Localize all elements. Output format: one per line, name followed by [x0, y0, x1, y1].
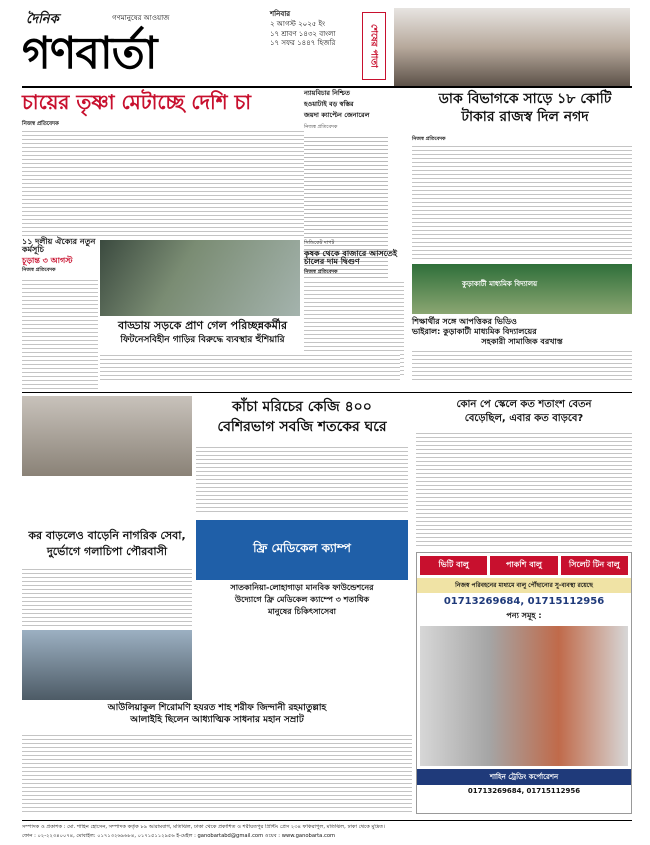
market-headline: কৃষক থেকে বাজারে আসতেই চালের দাম দ্বিগুণ	[304, 249, 398, 267]
ad-product-grid	[420, 626, 628, 766]
school-body	[412, 348, 632, 382]
market-kicker: সিন্ডিকেট দাপট	[304, 240, 335, 246]
medical-headline-1: সাতকানিয়া-লোহাগাড়া মানবিক ফাউন্ডেশনের	[230, 583, 374, 592]
side-top-kicker: ন্যায়বিচার নিশ্চিত	[304, 89, 350, 97]
day-label: শনিবার	[270, 10, 291, 18]
market-byline: নিজস্ব প্রতিবেদক	[304, 268, 338, 275]
side-top-sub: জয়দা ক্যাপ্টেন জেনারেল	[304, 111, 370, 119]
ad-tag-3: সিলেট টিন বালু	[561, 556, 628, 575]
footer-line-2: ফোন : ০২-২২৩৪০০৭৪, মোবাইল: ০১৭১৩২৬৯৬৮৪, ০১৭১৫১১২৯৫৬ ই-মেইল : ganobartabd@gmail.com ওয়েব : www.ganobarta.com	[22, 833, 336, 839]
school-headline-1: শিক্ষার্থীর সঙ্গে আপত্তিকর ভিডিও	[412, 317, 517, 326]
tax-byline: নিজস্ব প্রতিবেদক	[412, 136, 446, 142]
medical-headline-3: মানুষের চিকিৎসাসেবা	[268, 607, 336, 616]
ad-tag-2: পাকশি বালু	[490, 556, 557, 575]
medical-headline-2: উদ্যোগে ফ্রি মেডিকেল ক্যাম্পে ৩ শতাধিক	[234, 595, 370, 604]
date-en: ২ আগস্ট ২০২৫ ইং	[270, 19, 326, 28]
footer-divider	[22, 820, 632, 821]
alliance-byline: নিজস্ব প্রতিবেদক	[22, 267, 56, 274]
tax2-headline-1: কর বাড়লেও বাড়েনি নাগরিক সেবা,	[28, 529, 186, 542]
tax2-body	[22, 566, 192, 626]
ad-tag-1: ভিটি বালু	[420, 556, 487, 575]
religious-headline-2: আলাইহি ছিলেন আধ্যাত্মিক সাধনার মহান সম্রাট	[130, 715, 304, 725]
ad-phone-short: 01713269684, 01715112956	[467, 787, 581, 795]
salary-headline-2: বেড়েছিল, এবার কত বাড়বে?	[464, 413, 584, 424]
lead-byline: নিজস্ব প্রতিবেদক	[22, 121, 59, 127]
chili-photo	[22, 396, 192, 476]
masthead-prefix: দৈনিক	[26, 12, 59, 27]
tax-headline-2: টাকার রাজস্ব দিল নগদ	[461, 109, 589, 125]
side-top-byline: নিজস্ব প্রতিবেদক	[304, 124, 338, 130]
date-hijri: ১৭ সফর ১৪৪৭ হিজরি	[270, 39, 336, 48]
school-photo	[412, 264, 632, 314]
masthead-photo-top-right	[394, 8, 630, 86]
masthead-title: গণবার্তা	[22, 28, 157, 79]
tax-headline-1: ডাক বিভাগকে সাড়ে ১৮ কোটি	[438, 91, 612, 107]
page-label	[362, 12, 386, 80]
school-headline-3: সহকারী সামাজিক বরখাস্ত	[481, 337, 563, 346]
date-bn: ১৭ শ্রাবণ ১৪৩২ বাংলা	[270, 29, 336, 38]
chili-body	[196, 444, 408, 514]
ad-company: শাহিন ট্রেডিং কর্পোরেশন	[417, 769, 631, 785]
tax2-headline-2: দুর্ভোগে গলাচিপা পৌরবাসী	[46, 545, 168, 558]
alliance-headline: ১১ দলীয় ঐক্যের নতুন কর্মসূচি	[22, 237, 96, 255]
religious-photo	[22, 630, 192, 700]
page-label-text: শেষের পাতা	[368, 24, 379, 68]
salary-body	[416, 430, 632, 546]
medical-banner-text: ফ্রি মেডিকেল ক্যাম্প	[253, 541, 351, 555]
alliance-sub: চূড়ান্ত ৩ আগস্ট	[22, 255, 73, 265]
salary-headline-1: কোন পে স্কেলে কত শতাংশ বেতন	[456, 399, 592, 410]
religious-body	[22, 732, 412, 812]
school-headline-2: ভাইরাল: কুড়াকাটী মাধ্যমিক বিদ্যালয়ের	[412, 327, 537, 336]
masthead	[22, 10, 254, 80]
badda-headline-1: বাড্ডায় সড়কে প্রাণ গেল পরিচ্ছন্নকর্মীর	[117, 319, 288, 332]
footer-line-1: সম্পাদক ও প্রকাশক : মো. শাহিন হোসেন, সম্পাদক কর্তৃক ৮৯ আরামবাগ, মতিঝিল, ঢাকা থেকে প্রকাশিত ও শরীয়তপুর প্রিন্টিং প্রেস ২৩৪ ফকিরাপুল, মতিঝিল, ঢাকা থেকে মুদ্রিত।	[22, 824, 386, 830]
medical-banner	[196, 520, 408, 580]
badda-body	[100, 352, 400, 382]
side-top-headline: হওয়াটাই বড় স্বস্তির	[304, 100, 354, 108]
badda-photo	[100, 240, 300, 316]
ad-tags	[417, 553, 631, 578]
masthead-tagline: গণমানুষের আওয়াজ	[112, 14, 170, 22]
date-box	[270, 10, 370, 49]
school-sign: কুড়াকাটী মাধ্যমিক বিদ্যালয়	[462, 280, 538, 288]
chili-headline-2: বেশিরভাগ সবজি শতকের ঘরে	[217, 419, 387, 435]
tax-body	[412, 143, 632, 261]
ad-tagline: নিজস্ব পরিবহনের মাধ্যমে বালু পৌঁছানোর সু-ব্যবস্থা রয়েছে	[417, 578, 631, 593]
religious-headline-1: আউলিয়াকুল শিরোমণি হযরত শাহ শরীফ জিন্দানী রহমাতুল্লাহ	[107, 703, 327, 713]
badda-headline-2: ফিটনেসবিহীন গাড়ির বিরুদ্ধে ব্যবস্থার হুঁশিয়ারি	[120, 335, 285, 345]
lead-headline: চায়ের তৃষ্ণা মেটাচ্ছে দেশি চা	[22, 90, 252, 114]
chili-headline-1: কাঁচা মরিচের কেজি ৪০০	[232, 399, 372, 415]
divider	[22, 392, 632, 393]
ad-products: পন্য সমূহ :	[506, 611, 542, 620]
lead-body	[22, 128, 304, 236]
ad-phone: 01713269684, 01715112956	[443, 596, 605, 607]
ad-block	[416, 552, 632, 814]
